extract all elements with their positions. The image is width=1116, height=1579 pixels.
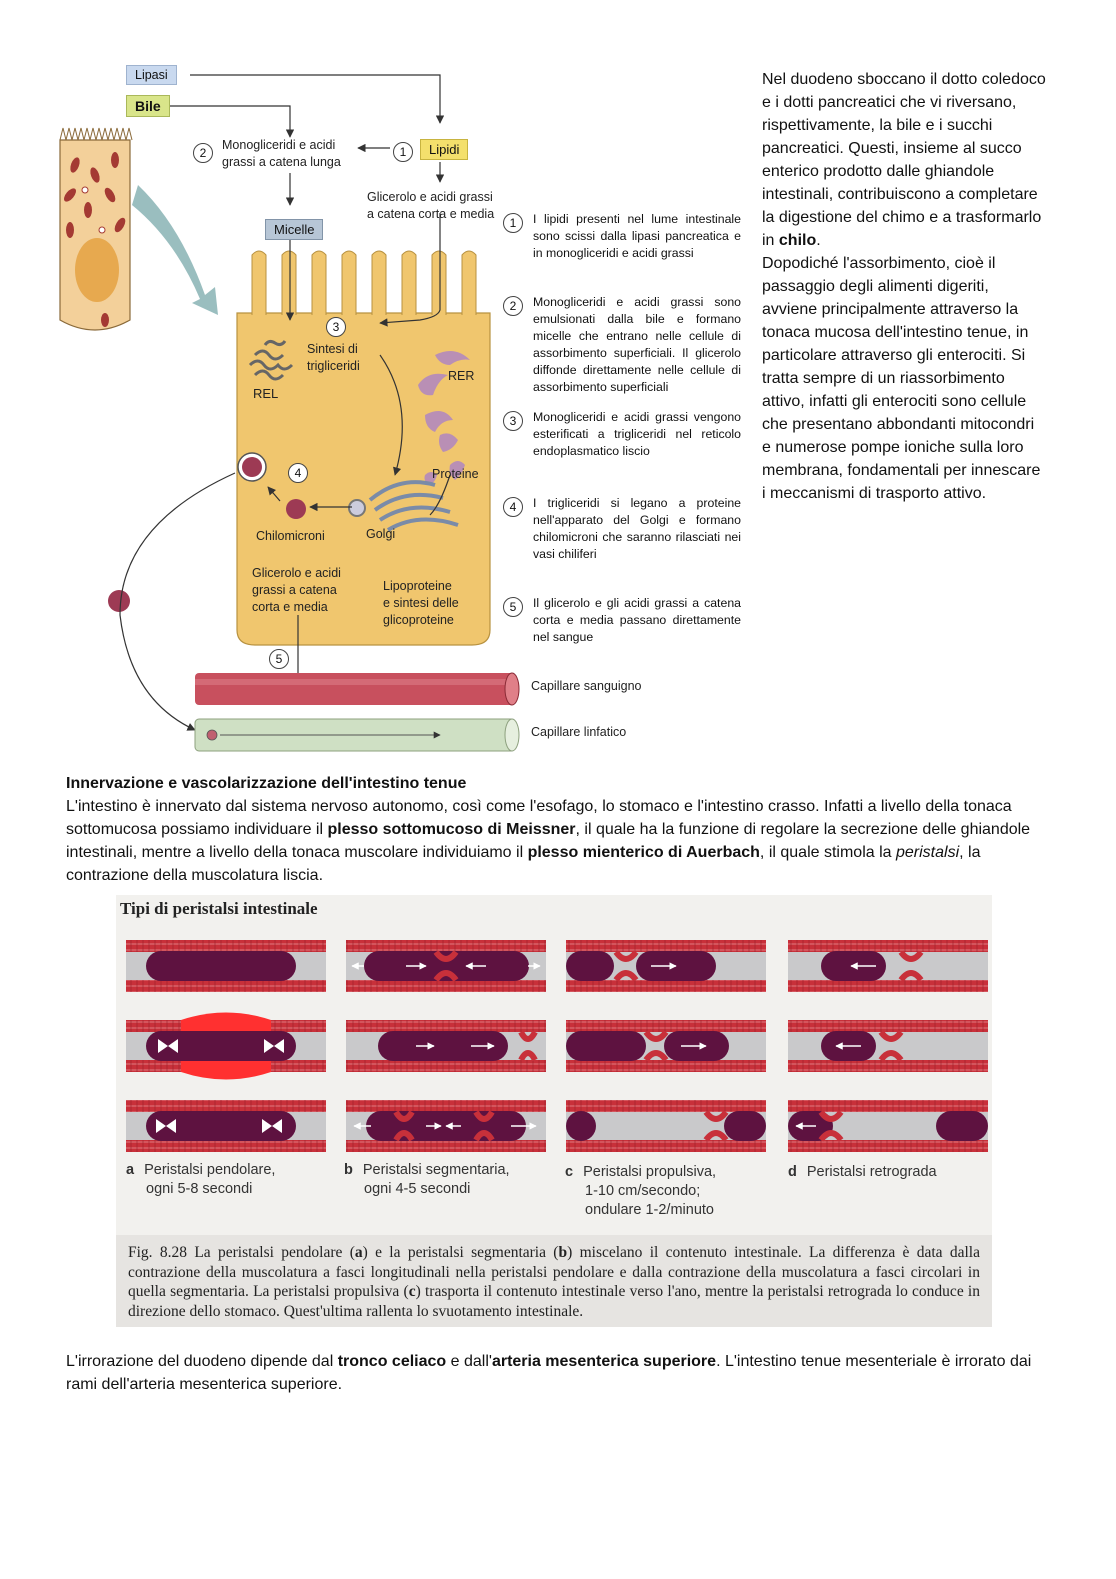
bottom-t3: . L'intestino tenue mesenteriale è irrorato dai rami dell'arteria mesenterica superiore. bbox=[66, 1353, 1032, 1393]
bile-label: Bile bbox=[126, 95, 170, 117]
bottom-paragraph bbox=[66, 1350, 1051, 1396]
glicerolo-bottom-line-2: grassi a catena bbox=[252, 583, 337, 597]
bottom-b1: tronco celiaco bbox=[337, 1353, 447, 1370]
figure-ref-b: b bbox=[558, 1244, 568, 1261]
figure-text-c: ) miscelano il contenuto intestinale. La differenza è data dalla contrazione della muscolatura a fasci longitudinali nella peristalsi pendolare e dalla contrazione della muscolatura a fasci circolari in quella segmentaria. La peristalsi propulsiva ( bbox=[128, 1244, 980, 1300]
rel-label: REL bbox=[253, 386, 279, 401]
caption-c-line-3: ondulare 1-2/minuto bbox=[585, 1202, 714, 1218]
lipidi-label: Lipidi bbox=[420, 139, 468, 160]
side-p1-text: Nel duodeno sboccano il dotto coledoco e i dotti pancreatici che vi riversano, rispettivamente, la bile e i succhi pancreatici. Questi, insieme al succo enterico prodotto dalle ghiandole intestinali, contribuiscono a completare la digestione del chimo e a trasformarlo in bbox=[762, 71, 1046, 249]
monogliceridi-line-2: grassi a catena lunga bbox=[222, 155, 341, 169]
absorption-diagram bbox=[40, 55, 760, 755]
glicerolo-top-label bbox=[367, 189, 494, 223]
glicerolo-top-line-1: Glicerolo e acidi grassi bbox=[367, 190, 493, 204]
tube-a2 bbox=[126, 1013, 326, 1080]
glicerolo-bottom-line-1: Glicerolo e acidi bbox=[252, 566, 341, 580]
legend-text-1: I lipidi presenti nel lume intestinale sono scissi dalla lipasi pancreatica e in monogliceridi e acidi grassi bbox=[533, 212, 741, 260]
legend-text-5: Il glicerolo e gli acidi grassi a catena corta e media passano direttamente nel sangue bbox=[533, 596, 741, 644]
caption-c-letter: c bbox=[565, 1164, 574, 1180]
section-t3: , il quale stimola la bbox=[759, 844, 896, 861]
step-3-marker: 3 bbox=[326, 317, 346, 337]
micelle-label: Micelle bbox=[265, 219, 323, 240]
glicerolo-bottom-line-3: corta e media bbox=[252, 600, 328, 614]
figure-ref-a: a bbox=[354, 1244, 363, 1261]
sintesi-line-1: Sintesi di bbox=[307, 342, 358, 356]
caption-a-line-2: ogni 5-8 secondi bbox=[146, 1181, 253, 1197]
monogliceridi-line-1: Monogliceridi e acidi bbox=[222, 138, 336, 152]
caption-a-line-1: Peristalsi pendolare, bbox=[144, 1162, 276, 1178]
legend-text-3: Monogliceridi e acidi grassi vengono esterificati a trigliceridi nel reticolo endoplasmatico liscio bbox=[533, 410, 741, 458]
section-paragraph bbox=[66, 795, 1051, 887]
figure-title: Tipi di peristalsi intestinale bbox=[120, 899, 318, 918]
lipoproteine-line-3: glicoproteine bbox=[383, 613, 454, 627]
section-i1: peristalsi bbox=[895, 844, 960, 861]
chylomicron-icon bbox=[286, 499, 306, 519]
caption-b-line-2: ogni 4-5 secondi bbox=[364, 1181, 471, 1197]
lipoproteine-line-1: Lipoproteine bbox=[383, 579, 452, 593]
figure-ref-c: c bbox=[408, 1283, 416, 1300]
bottom-t2: e dall' bbox=[446, 1353, 492, 1370]
caption-b-line-1: Peristalsi segmentaria, bbox=[362, 1162, 510, 1178]
lymphatic-capillary bbox=[195, 719, 519, 751]
tube-a3 bbox=[126, 1100, 326, 1152]
section-b2: plesso mienterico di Auerbach bbox=[527, 844, 760, 861]
golgi-label: Golgi bbox=[366, 527, 396, 541]
legend-text-4: I trigliceridi si legano a proteine nell'apparato del Golgi e formano chilomicroni che saranno rilasciati nei vasi chiliferi bbox=[533, 496, 741, 561]
sintesi-label bbox=[307, 341, 360, 375]
legend-num-3: 3 bbox=[503, 411, 523, 431]
section-t2: , il quale ha la funzione di regolare la secrezione delle ghiandole intestinali, mentre a livello della tonaca muscolare individuiamo il bbox=[66, 821, 1031, 861]
figure-label: Fig. 8.28 bbox=[128, 1244, 187, 1261]
figure-text-d: ) trasporta il contenuto intestinale verso l'ano, mentre la peristalsi retrograda lo conduce in direzione dello stomaco. Quest'ultima rallenta lo svuotamento intestinale. bbox=[128, 1283, 980, 1320]
section-heading: Innervazione e vascolarizzazione dell'intestino tenue bbox=[66, 775, 467, 792]
tube-c3 bbox=[566, 1100, 766, 1152]
step-1-marker: 1 bbox=[393, 142, 413, 162]
legend-num-5: 5 bbox=[503, 597, 523, 617]
peristalsis-figure bbox=[116, 895, 992, 1327]
section-b1: plesso sottomucoso di Meissner bbox=[327, 821, 576, 838]
proteine-label: Proteine bbox=[432, 467, 479, 481]
bottom-t1: L'irrorazione del duodeno dipende dal bbox=[66, 1353, 338, 1370]
caption-d-line-1: Peristalsi retrograda bbox=[806, 1164, 937, 1180]
side-p1-bold: chilo bbox=[778, 232, 817, 249]
bottom-b2: arteria mesenterica superiore bbox=[491, 1353, 717, 1370]
chylomicron-transit-icon bbox=[108, 590, 130, 612]
caption-c-line-2: 1-10 cm/secondo; bbox=[585, 1183, 701, 1199]
section-t4: , la contrazione della muscolatura liscia. bbox=[66, 844, 981, 884]
legend-num-2: 2 bbox=[503, 296, 523, 316]
tube-c2 bbox=[566, 1020, 766, 1072]
rer-label: RER bbox=[448, 369, 475, 383]
figure-caption bbox=[128, 1243, 980, 1321]
innervation-section bbox=[66, 772, 1051, 887]
zoom-arrow-icon bbox=[132, 185, 218, 315]
lipoproteine-label bbox=[383, 578, 459, 629]
blood-capillary bbox=[195, 673, 519, 705]
legend-num-4: 4 bbox=[503, 497, 523, 517]
figure-text-b: ) e la peristalsi segmentaria ( bbox=[362, 1244, 559, 1261]
side-p1-end: . bbox=[816, 232, 821, 249]
section-t1: L'intestino è innervato dal sistema nervoso autonomo, così come l'esofago, lo stomaco e l'intestino crasso. Infatti a livello della tonaca sottomucosa possiamo individuare il bbox=[66, 798, 1012, 838]
tube-b1 bbox=[346, 940, 546, 992]
tube-d1 bbox=[788, 940, 988, 992]
figure-text-a: La peristalsi pendolare ( bbox=[187, 1244, 355, 1261]
lipasi-label: Lipasi bbox=[126, 65, 177, 85]
step-2-marker: 2 bbox=[193, 143, 213, 163]
glicerolo-top-line-2: a catena corta e media bbox=[367, 207, 495, 221]
caption-c bbox=[565, 1163, 716, 1220]
tube-b2 bbox=[346, 1020, 546, 1072]
chilomicroni-label: Chilomicroni bbox=[256, 529, 325, 543]
small-enterocyte-icon bbox=[60, 128, 132, 330]
legend-num-1: 1 bbox=[503, 213, 523, 233]
side-paragraph bbox=[762, 68, 1047, 505]
legend-text-2: Monogliceridi e acidi grassi sono emulsionati dalla bile e formano micelle che entrano nelle cellule di assorbimento superficiali. Il glicerolo diffonde direttamente nelle cellule di assorbimento superficiali bbox=[533, 295, 741, 394]
caption-b bbox=[344, 1161, 510, 1199]
caption-d bbox=[788, 1163, 937, 1182]
side-paragraph-1 bbox=[762, 68, 1047, 252]
caption-b-letter: b bbox=[344, 1162, 353, 1178]
tube-d2 bbox=[788, 1020, 988, 1072]
side-paragraph-2: Dopodiché l'assorbimento, cioè il passaggio degli alimenti digeriti, avviene principalmente attraverso la tonaca mucosa dell'intestino tenue, in particolare attraverso gli enterociti. Si tratta sempre di un riassorbimento attivo, infatti gli enterociti sono cellule che presentano abbondanti mitocondri e numerose pompe ioniche sulla loro membrana, fondamentali per innescare i meccanismi di trasporto attivo. bbox=[762, 255, 1041, 502]
step-4-marker: 4 bbox=[288, 463, 308, 483]
caption-a bbox=[126, 1161, 275, 1199]
caption-c-line-1: Peristalsi propulsiva, bbox=[583, 1164, 717, 1180]
figure-caption-box bbox=[116, 1235, 992, 1327]
tube-c1 bbox=[566, 940, 766, 992]
glicerolo-bottom-label bbox=[252, 565, 341, 616]
capillare-linfatico-label: Capillare linfatico bbox=[531, 725, 627, 739]
tube-d3 bbox=[788, 1100, 988, 1152]
caption-d-letter: d bbox=[788, 1164, 797, 1180]
step-5-marker: 5 bbox=[269, 649, 289, 669]
lipoproteine-line-2: e sintesi delle bbox=[383, 596, 459, 610]
sintesi-line-2: trigliceridi bbox=[307, 359, 360, 373]
tube-a1 bbox=[126, 940, 326, 992]
monogliceridi-label bbox=[222, 137, 341, 171]
capillare-sanguigno-label: Capillare sanguigno bbox=[531, 679, 642, 693]
tube-b3 bbox=[346, 1100, 546, 1152]
caption-a-letter: a bbox=[126, 1162, 135, 1178]
